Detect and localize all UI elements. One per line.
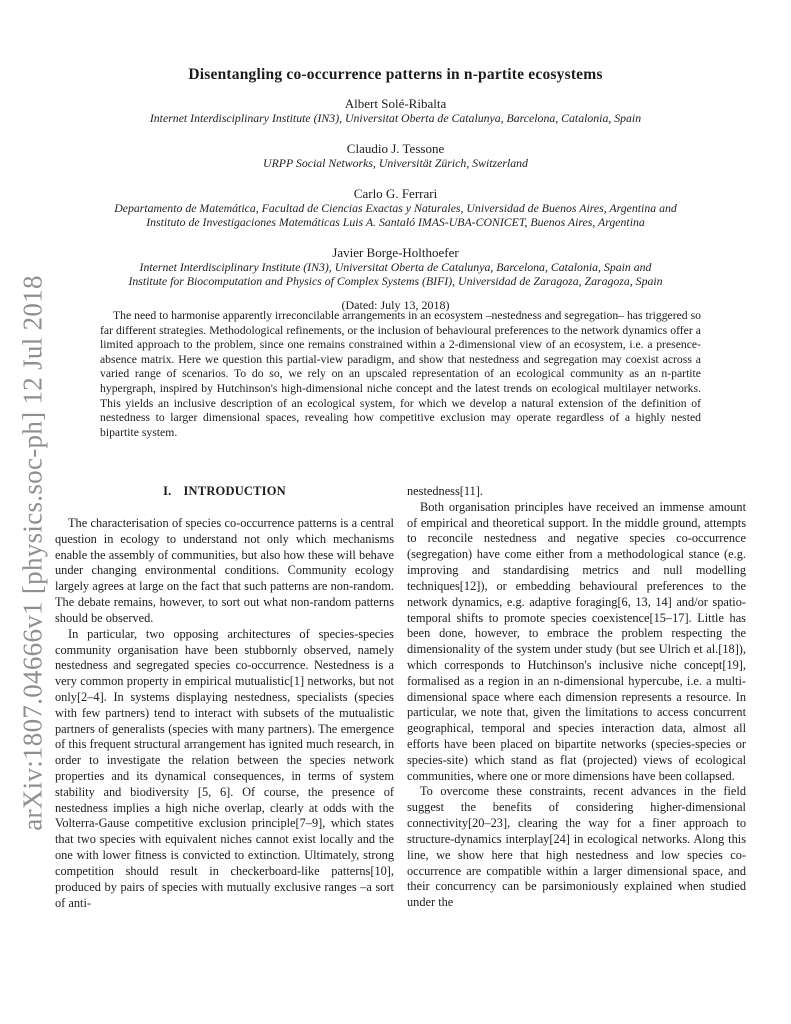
page-title: Disentangling co-occurrence patterns in n-partite ecosystems bbox=[188, 66, 603, 83]
date-line: (Dated: July 13, 2018) bbox=[341, 298, 450, 312]
author-list bbox=[0, 96, 791, 313]
author-affiliation: Departamento de Matemática, Facultad de Ciencias Exactas y Naturales, Universidad de Buenos Aires, Argentina and bbox=[114, 201, 677, 215]
right-column bbox=[407, 484, 746, 911]
author-block bbox=[0, 186, 791, 229]
author-name: Carlo G. Ferrari bbox=[353, 186, 438, 201]
body-paragraph: The characterisation of species co-occurrence patterns is a central question in ecology to understand not only which mechanisms enable the assembly of communities, but also how these will behave under changing environmental conditions. Community ecology largely agrees at large on the fact that such patterns are non-random. The debate remains, however, to sort out what non-random patterns should be observed. bbox=[55, 516, 394, 625]
author-block bbox=[0, 96, 791, 125]
author-affiliation: Institute for Biocomputation and Physics of Complex Systems (BIFI), Universidad de Zaragoza, Zaragoza, Spain bbox=[128, 274, 663, 288]
author-block bbox=[0, 141, 791, 170]
author-block bbox=[0, 245, 791, 288]
body-paragraph: nestedness[11]. bbox=[407, 484, 483, 498]
author-affiliation: Internet Interdisciplinary Institute (IN3), Universitat Oberta de Catalunya, Barcelona, Catalonia, Spain bbox=[149, 111, 642, 125]
author-name: Javier Borge-Holthoefer bbox=[332, 245, 459, 260]
author-affiliation: URPP Social Networks, Universität Zürich, Switzerland bbox=[263, 156, 528, 170]
author-affiliation: Instituto de Investigaciones Matemáticas Luis A. Santaló IMAS-UBA-CONICET, Buenos Aires, Argentina bbox=[146, 215, 645, 229]
body-paragraph: In particular, two opposing architectures of species-species community organisation have been stubbornly observed, namely nestedness and segregated species co-occurrence. Nestedness is a very common property in empirical mutualistic[1] networks, but not only[2–4]. In systems displaying nestedness, specialists (species with few partners) tend to interact with subsets of the mutualistic partners of generalists (species with many partners). The emergence of this frequent structural arrangement has ignited much research, in order to investigate the relation between the species network properties and its dynamical consequences, in terms of system stability and biodiversity [5, 6]. Of course, the presence of nestedness implies a high niche overlap, clearly at odds with the Volterra-Gause competitive exclusion principle[7–9], which states that two species with equivalent niches cannot exist locally and the one with lower fitness is convicted to extinction. Ultimately, strong competition should result in checkerboard-like patterns[10], produced by pairs of species with mutually exclusive ranges –a sort of anti- bbox=[55, 626, 394, 910]
left-column bbox=[55, 484, 394, 911]
section-number: I. bbox=[163, 484, 172, 498]
abstract: The need to harmonise apparently irreconcilable arrangements in an ecosystem –nestedness and segregation– has triggered so far different strategies. Methodological refinements, or the inclusion of behavioural preferences to the network dynamics offer a limited approach to the problem, since one remains constrained within a 2-dimensional view of an ecosystem, i.e. a presence-absence matrix. Here we question this partial-view paradigm, and show that nestedness and segregation may coexist across a varied range of scenarios. To do so, we rely on an upscaled representation of an ecological community as an n-partite hypergraph, inspired by Hutchinson's high-dimensional niche concept and the latest trends on ecological multilayer networks. This yields an inclusive description of an ecological system, for which we develop a natural extension of the definition of nestedness to larger dimensional spaces, revealing how competitive exclusion may operate regardless of a highly nested bipartite system. bbox=[100, 309, 701, 439]
author-affiliation: Internet Interdisciplinary Institute (IN3), Universitat Oberta de Catalunya, Barcelona, Catalonia, Spain and bbox=[139, 260, 652, 274]
body-paragraph: Both organisation principles have received an immense amount of empirical and theoretical support. In the middle ground, attempts to reconcile nestedness and negative species co-occurrence (segregation) have come either from a methodological stance (e.g. improving and standardising metrics and null modelling techniques[12]), or embedding behavioural preferences to the network dynamics, e.g. adaptive foraging[6, 13, 14] and/or spatio-temporal shifts to promote species coexistence[15–17]. Little has been done, however, to embrace the problem respecting the dimensionality of the system under study (but see Ulrich et al.[18]), which corresponds to Hutchinson's inclusive niche concept[19], formalised as a region in an n-dimensional hypercube, i.e. a multi-dimensional space where each dimension represents a resource. In particular, we note that, given the limitations to access concurrent geographical, temporal and species interaction data, almost all efforts have been placed on bipartite networks (species-species or species-site) which stand as flat (projected) views of ecological communities, where one or more dimensions have been collapsed. bbox=[407, 499, 746, 783]
body-columns bbox=[55, 484, 746, 911]
section-title: INTRODUCTION bbox=[183, 484, 286, 498]
section-heading bbox=[55, 484, 394, 499]
author-name: Claudio J. Tessone bbox=[346, 141, 445, 156]
body-paragraph: To overcome these constraints, recent advances in the field suggest the benefits of considering higher-dimensional connectivity[20–23], clearing the way for a finer approach to structure-dynamics interplay[24] in ecological networks. Along this line, we show here that high nestedness and low species co-occurrence are compatible within a larger dimensional space, and their concurrency can be parsimoniously explained when studied under the bbox=[407, 784, 746, 910]
author-name: Albert Solé-Ribalta bbox=[344, 96, 447, 111]
arxiv-watermark: arXiv:1807.04666v1 [physics.soc-ph] 12 Jul 2018 bbox=[17, 275, 48, 831]
